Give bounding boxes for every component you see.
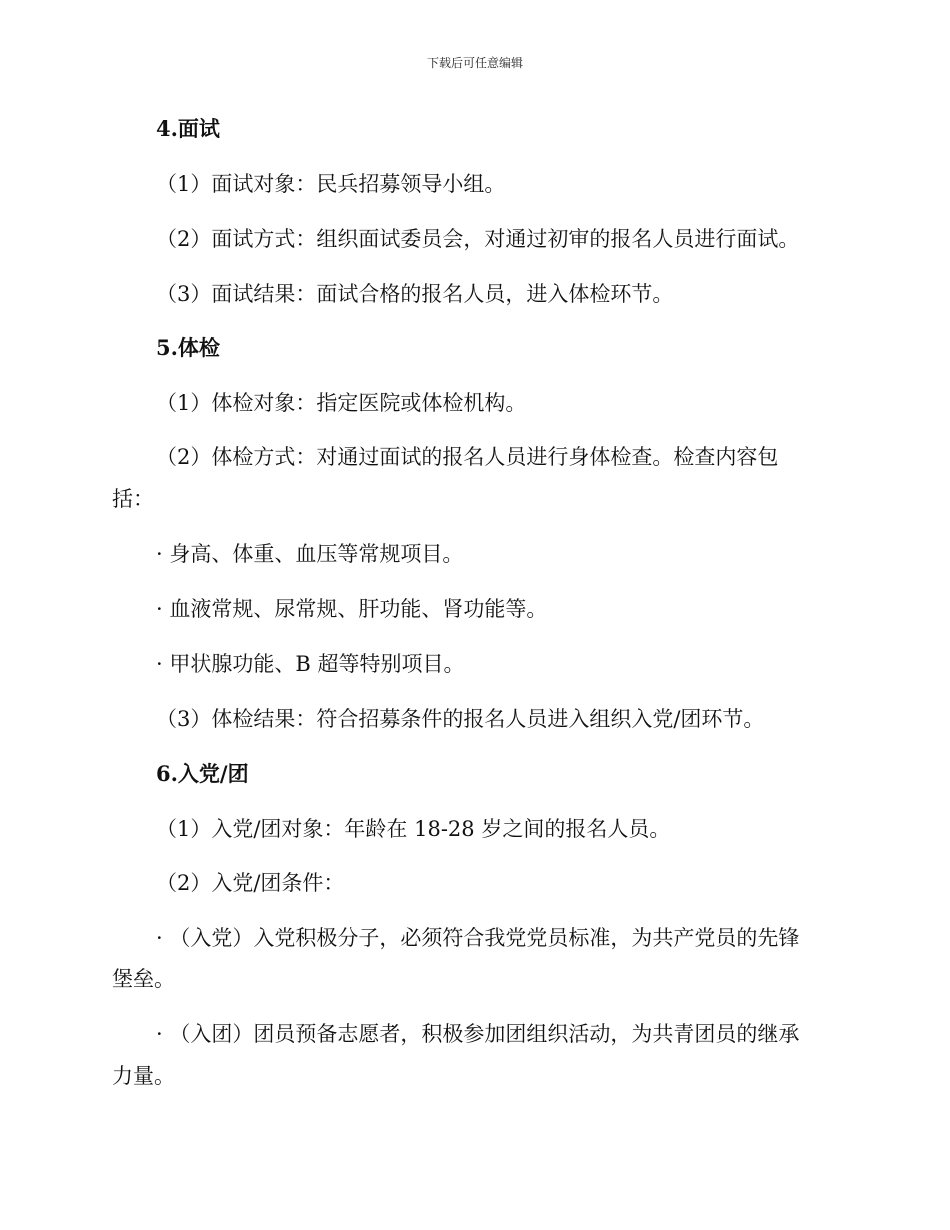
section-heading-interview: 4.面试 xyxy=(156,116,220,141)
section-heading-party: 6.入党/团 xyxy=(156,761,249,786)
paragraph-physical-target: （1）体检对象：指定医院或体检机构。 xyxy=(156,391,527,415)
list-item-league-join-cont: 力量。 xyxy=(112,1064,175,1088)
list-item-physical-routine: · 身高、体重、血压等常规项目。 xyxy=(156,542,464,566)
paragraph-physical-method: （2）体检方式：对通过面试的报名人员进行身体检查。检查内容包 xyxy=(156,445,779,469)
paragraph-party-target: （1）入党/团对象：年龄在 18-28 岁之间的报名人员。 xyxy=(156,817,671,841)
list-item-party-join: · （入党）入党积极分子，必须符合我党党员标准，为共产党员的先锋 xyxy=(156,926,800,950)
paragraph-interview-method: （2）面试方式：组织面试委员会，对通过初审的报名人员进行面试。 xyxy=(156,227,800,251)
list-item-physical-blood: · 血液常规、尿常规、肝功能、肾功能等。 xyxy=(156,597,548,621)
paragraph-physical-method-cont: 括： xyxy=(112,487,154,511)
section-heading-physical: 5.体检 xyxy=(156,335,220,360)
list-item-physical-special: · 甲状腺功能、B 超等特别项目。 xyxy=(156,652,465,676)
paragraph-interview-target: （1）面试对象：民兵招募领导小组。 xyxy=(156,172,506,196)
list-item-league-join: · （入团）团员预备志愿者，积极参加团组织活动，为共青团员的继承 xyxy=(156,1022,800,1046)
paragraph-physical-result: （3）体检结果：符合招募条件的报名人员进入组织入党/团环节。 xyxy=(156,707,765,731)
page-header: 下载后可任意编辑 xyxy=(426,56,523,70)
list-item-party-join-cont: 堡垒。 xyxy=(112,967,175,991)
paragraph-party-conditions: （2）入党/团条件： xyxy=(156,871,345,895)
paragraph-interview-result: （3）面试结果：面试合格的报名人员，进入体检环节。 xyxy=(156,282,674,306)
